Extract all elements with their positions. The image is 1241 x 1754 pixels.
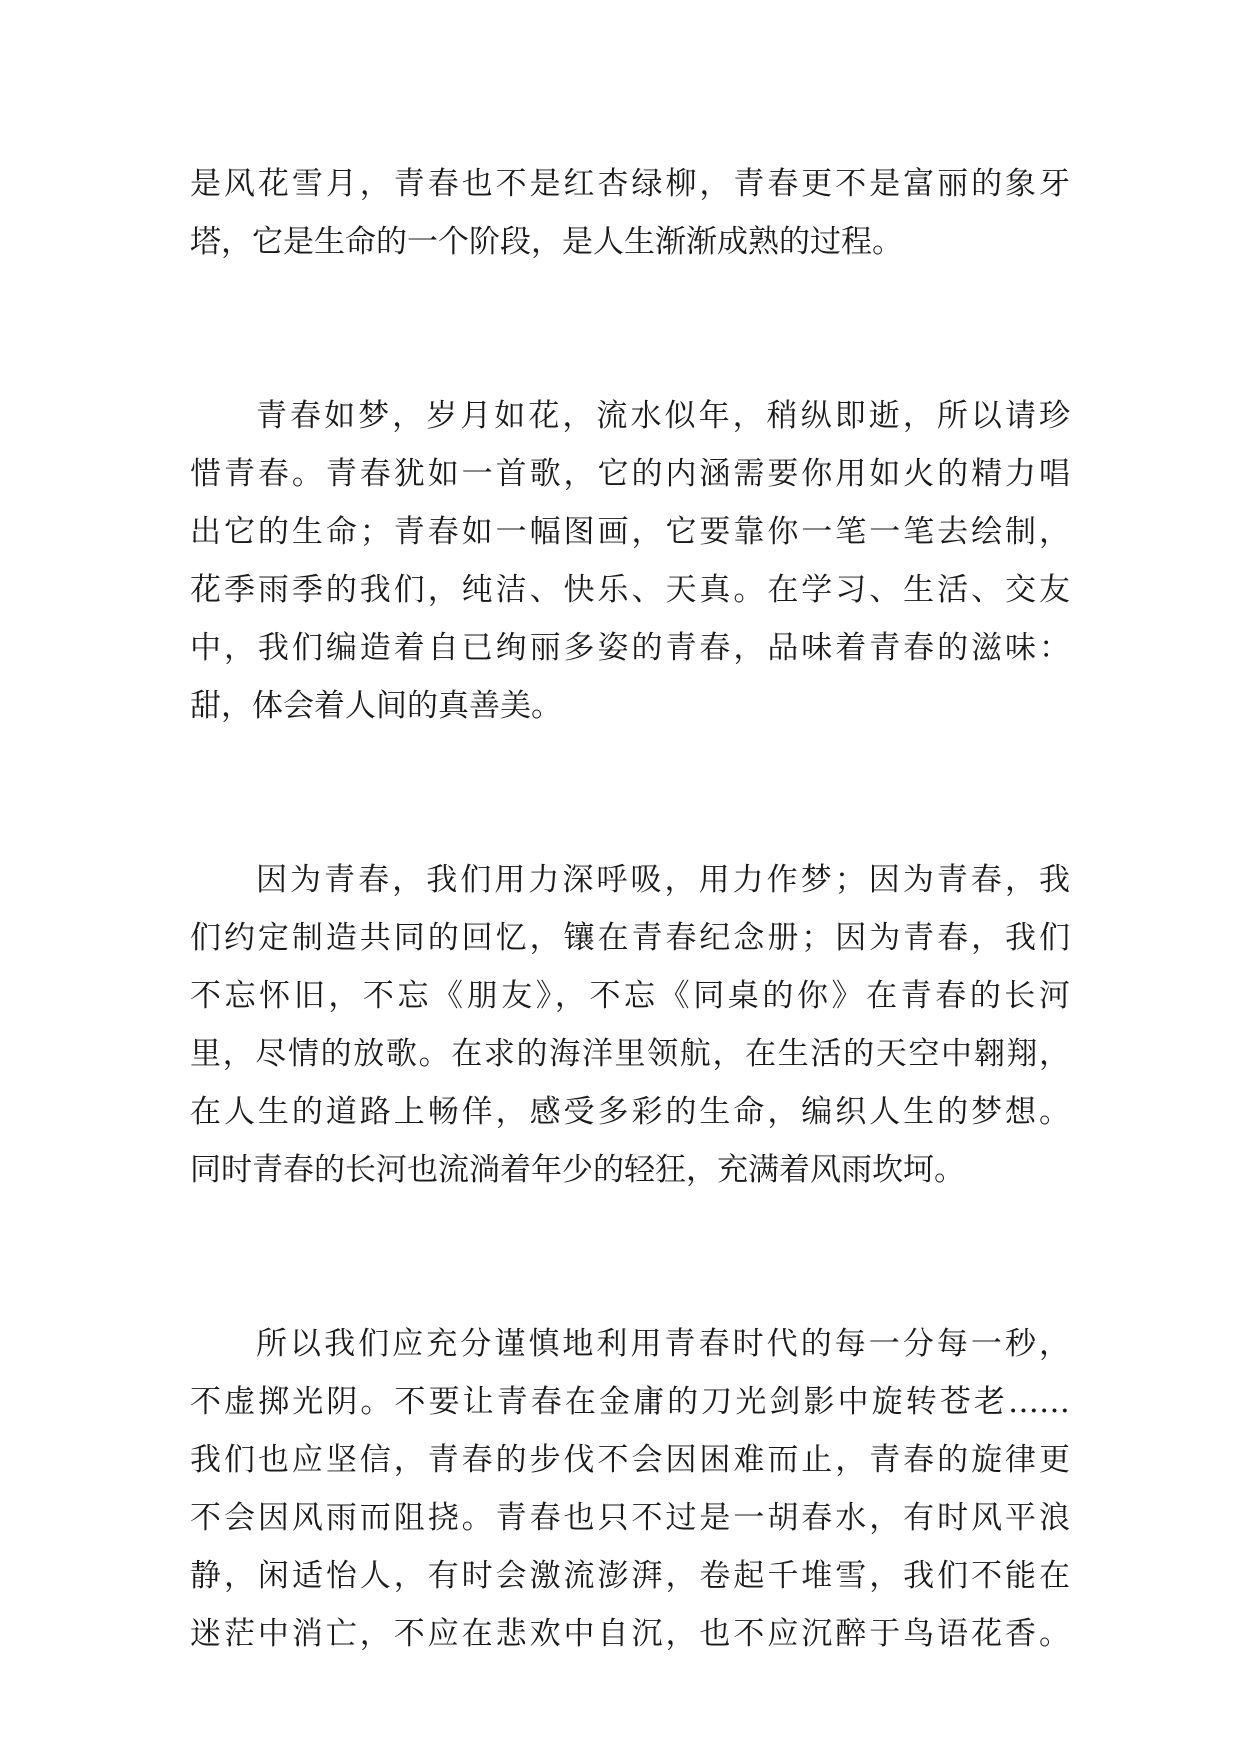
text-line: 塔，它是生命的一个阶段，是人生渐渐成熟的过程。	[190, 224, 903, 260]
text-line: 出它的生命；青春如一幅图画，它要靠你一笔一笔去绘制，	[190, 514, 1070, 550]
text-line: 不忘怀旧，不忘《朋友》，不忘《同桌的你》在青春的长河	[190, 978, 1070, 1014]
text-line: 是风花雪月，青春也不是红杏绿柳，青春更不是富丽的象牙	[190, 166, 1070, 202]
text-line: 同时青春的长河也流淌着年少的轻狂，充满着风雨坎坷。	[190, 1152, 965, 1188]
text-line: 因为青春，我们用力深呼吸，用力作梦；因为青春，我	[256, 862, 1070, 898]
text-line: 青春如梦，岁月如花，流水似年，稍纵即逝，所以请珍	[256, 398, 1070, 434]
text-line: 不会因风雨而阻挠。青春也只不过是一胡春水，有时风平浪	[190, 1500, 1070, 1536]
text-line: 里，尽情的放歌。在求的海洋里领航，在生活的天空中翱翔，	[190, 1036, 1070, 1072]
text-line: 我们也应坚信，青春的步伐不会因困难而止，青春的旋律更	[190, 1442, 1070, 1478]
text-line: 们约定制造共同的回忆，镶在青春纪念册；因为青春，我们	[190, 920, 1070, 956]
paragraph-gap	[190, 735, 1070, 851]
text-line: 迷茫中消亡，不应在悲欢中自沉，也不应沉醉于鸟语花香。	[190, 1616, 1070, 1652]
paragraph-2	[190, 387, 1070, 735]
text-line: 惜青春。青春犹如一首歌，它的内涵需要你用如火的精力唱	[190, 456, 1070, 492]
paragraph-gap	[190, 271, 1070, 387]
text-line: 不虚掷光阴。不要让青春在金庸的刀光剑影中旋转苍老……	[190, 1384, 1070, 1420]
text-line: 甜，体会着人间的真善美。	[190, 688, 562, 724]
text-line: 中，我们编造着自已绚丽多姿的青春，品味着青春的滋味：	[190, 630, 1070, 666]
text-line: 在人生的道路上畅佯，感受多彩的生命，编织人生的梦想。	[190, 1094, 1070, 1130]
paragraph-4	[190, 1315, 1070, 1663]
text-line: 静，闲适怡人，有时会激流澎湃，卷起千堆雪，我们不能在	[190, 1558, 1070, 1594]
text-line: 所以我们应充分谨慎地利用青春时代的每一分每一秒，	[256, 1326, 1070, 1362]
paragraph-3	[190, 851, 1070, 1199]
paragraph-1	[190, 155, 1070, 271]
paragraph-gap	[190, 1199, 1070, 1315]
body-text	[190, 155, 1070, 1663]
text-line: 花季雨季的我们，纯洁、快乐、天真。在学习、生活、交友	[190, 572, 1070, 608]
